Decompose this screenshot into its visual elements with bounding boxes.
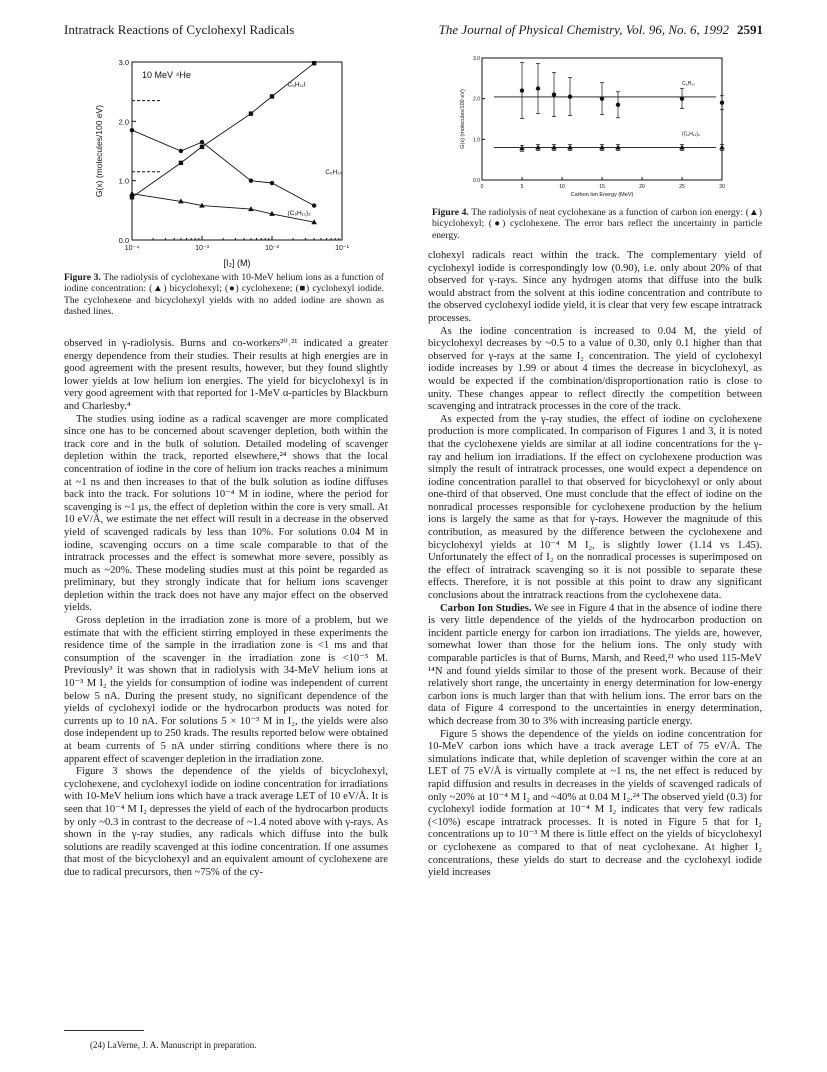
data-point [312, 61, 316, 65]
right-paragraph-3: As expected from the γ-ray studies, the effect of iodine on cyclohexene production is more complicated. In comparison of Figures 1 and 3, it is noted that the cyclohexene yields are similar at all iodine concentrations for the γ-ray and helium ion irradiations. If the effect on cyclohexene production was simply the result of intratrack processes, one would expect a dependence on iodine concentration parallel to that observed for bicyclohexyl or only about one-third of that observed. One must conclude that the effect of iodine on the nonradical processes responsible for cyclohexene production by the helium ions is largely the same as that for γ-rays. However the magnitude of this contribution, as measured by the difference between the cyclohexene and bicyclohexyl yields at 10⁻⁴ M I₂, is slightly lower (1.14 vs 1.45). Unfortunately the effect of I₂ on the nonradical processes is superimposed on the effect of intratrack scavenging so it is not possible to separate these effects. Therefore, it is not possible at this point to draw any significant conclusions about the intratrack reactions from the cyclohexene data. [428, 413, 762, 602]
y-tick-label: 0.0 [473, 178, 480, 184]
data-point [520, 88, 524, 92]
y-tick-label: 1.0 [118, 176, 129, 186]
data-point [720, 101, 724, 105]
data-point [551, 144, 557, 149]
right-paragraph-4 [428, 603, 762, 729]
x-tick-label: 10⁻¹ [335, 245, 349, 252]
figure-4-chart [440, 52, 740, 202]
carbon-ion-heading: Carbon Ion Studies. [440, 602, 532, 614]
left-paragraph-3: Gross depletion in the irradiation zone is more of a problem, but we estimate that with the efficient stirring employed in these experiments the residence time of the sample in the irradiation zone is <1 ms and that consumption of the scavenger in the irradiation zone is <10⁻⁵ M. Previously³ it was shown that in radiolysis with 34-MeV helium ions at 10⁻³ M I₂ the yields for consumption of iodine was independent of current below 5 nA. During the present study, no significant dependence of the yields of cyclohexyl iodide or the hydrocarbon products was noted for currents up to 10 nA. For solutions 5 × 10⁻³ M in I₂, the yields were also dose independent up to 250 krads. The results reported below were obtained at beam currents of 5 nA under stirring conditions where there is no apparent effect of scavenger depletion in the irradiation zone. [64, 615, 388, 765]
x-tick-label: 25 [679, 184, 685, 190]
data-point [270, 181, 274, 185]
series-curve [132, 130, 314, 205]
data-point [719, 144, 725, 149]
series-label: (C₆H₁₁)₂ [287, 209, 311, 217]
data-point [249, 111, 253, 115]
x-tick-label: 10⁻⁴ [124, 245, 140, 252]
x-tick-label: 5 [520, 184, 524, 190]
figure-4-caption [432, 207, 762, 241]
data-point [599, 144, 605, 149]
x-tick-label: 15 [599, 184, 605, 190]
figure-3-caption-text: The radiolysis of cyclohexane with 10-MeV helium ions as a function of iodine concentration: (▲) bicyclohexyl; (●) cyclohexene; (■) cyclohexyl iodide. The cyclohexene and bicyclohexyl yields with no added iodine are shown as dashed lines. [64, 272, 384, 318]
data-point [130, 128, 134, 132]
series-label: C₆H₁₀ [682, 80, 696, 87]
x-tick-label: 10⁻³ [195, 245, 209, 252]
y-tick-label: 2.0 [473, 96, 480, 103]
right-column [428, 250, 762, 880]
data-point [270, 94, 274, 98]
data-point [179, 149, 183, 153]
x-tick-label: 30 [719, 184, 725, 190]
y-tick-label: 1.0 [473, 137, 480, 144]
data-point [312, 203, 316, 207]
data-point [680, 96, 684, 100]
figure-3-annotation: 10 MeV ⁴He [142, 70, 191, 80]
series-label: (C₆H₁₁)₂ [682, 131, 700, 138]
figure-3-chart [70, 52, 370, 272]
right-paragraph-5: Figure 5 shows the dependence of the yields on iodine concentration for 10-MeV carbon ions which have a track average LET of 75 eV/Å. The simulations indicate that, while depletion of scavenger within the core at an LET of 75 eV/Å is virtually complete at ~1 ns, the net effect is reduced by rapid diffusion and results in decreases in the yields of scavenged radicals of only ~20% at 10⁻⁴ M I₂ and ~40% at 0.04 M I₂.²⁴ The observed yield (0.3) for cyclohexyl iodide formation at 10⁻⁴ M I₂ indicates that very few radicals (<10%) escape intratrack processes. It is noted in Figure 5 that for I₂ concentrations up to 10⁻³ M there is little effect on the yields of bicyclohexyl or cyclohexene as compared to that of neat cyclohexane. At higher I₂ concentrations, these yields do start to decrease and the cyclohexyl iodide yield increases [428, 728, 762, 879]
left-column [64, 338, 388, 880]
figure-4-plot-frame [482, 58, 722, 180]
data-point [616, 103, 620, 107]
left-paragraph-2: The studies using iodine as a radical scavenger are more complicated since one has to be concerned about scavenger depletion, both within the track core and in the bulk of solution. Detailed modeling of scavenger depletion within the track, reported elsewhere,²⁴ shows that the local concentration of iodine in the core of helium ion tracks reaches a minimum at ~1 ns and then increases to that of the bulk solution as iodine diffuses back into the track. For solutions 10⁻⁴ M in iodine, where the period for scavenging is ~1 μs, the effect of depletion within the core is very small. At 10 eV/Å, we estimate the net effect will result in a decrease in the observed yield of scavenged radicals by less than 10%. For solutions 0.04 M in iodine, scavenging occurs on a time scale comparable to that of the intratrack processes and the effect is somewhat more severe, possibly as much as ~20%. These modeling studies must at this point be regarded as preliminary, but they strongly indicate that for helium ions scavenger depletion within the track does not have any major effect on the observed yields. [64, 413, 388, 614]
x-tick-label: 20 [639, 184, 645, 190]
y-axis-label: G(x) (molecules/100 eV) [460, 89, 466, 149]
x-tick-label: 0 [480, 184, 484, 190]
journal-header [439, 22, 763, 38]
data-point [200, 145, 204, 149]
figure-3-caption-label: Figure 3. [64, 272, 101, 283]
data-point [679, 144, 685, 149]
footnote-rule [64, 1030, 144, 1031]
journal-citation: The Journal of Physical Chemistry, Vol. 96, No. 6, 1992 [438, 22, 729, 37]
figure-4-caption-text: The radiolysis of neat cyclohexane as a function of carbon ion energy: (▲) bicyclohexyl; (●) cyclohexene. The error bars reflect the uncertainty in particle energy. [432, 207, 762, 241]
y-tick-label: 2.0 [118, 117, 129, 127]
figure-4-caption-label: Figure 4. [432, 207, 469, 218]
x-tick-label: 10⁻² [265, 245, 279, 252]
footnote: (24) LaVerne, J. A. Manuscript in preparation. [90, 1040, 257, 1050]
data-point [536, 86, 540, 90]
right-paragraph-1: clohexyl radicals react within the track. The complementary yield of cyclohexyl iodide is correspondingly low (0.90), i.e. only about 20% of that observed for γ-rays. Since any hydrogen atoms that diffuse into the bulk would abstract from the solvent at this iodine concentration and contribute to the observed cyclohexyl iodide yield, it is clear that very few escape intratrack processes. [428, 250, 762, 324]
y-tick-label: 0.0 [118, 236, 129, 245]
data-point [615, 144, 621, 149]
left-paragraph-4: Figure 3 shows the dependence of the yields of bicyclohexyl, cyclohexene, and cyclohexyl iodide on iodine concentration for irradiations with 10-MeV helium ions which have a track average LET of 10 eV/Å. It is seen that 10⁻⁴ M I₂ depresses the yield of each of the hydrocarbon products by only ~0.3 in contrast to the decrease of ~1.4 noted above with γ-rays. As shown in the γ-ray studies, any radicals which diffuse into the bulk solutions are readily scavenged at this iodine concentration. If one assumes that most of the bicyclohexyl and an equivalent amount of cyclohexene are due to radical precursors, then ~75% of the cy- [64, 766, 388, 878]
left-paragraph-1: observed in γ-radiolysis. Burns and co-workers²⁰˒²¹ indicated a greater energy dependence from their studies. Their results at high energies are in good agreement with the present results, however, but they found slightly lower yields at low helium ion energies. The yield for bicyclohexyl is in very good agreement with that reported for 1-MeV α-particles by Blackburn and Charlesby.⁴ [64, 338, 388, 412]
data-point [200, 140, 204, 144]
y-tick-label: 3.0 [473, 56, 480, 62]
data-point [600, 96, 604, 100]
data-point [568, 94, 572, 98]
data-point [179, 161, 183, 165]
figure-3-caption [64, 272, 384, 318]
y-tick-label: 3.0 [118, 58, 129, 67]
y-axis-label: G(x) (molecules/100 eV) [94, 104, 104, 198]
data-point [129, 191, 135, 196]
x-tick-label: 10 [559, 184, 565, 190]
carbon-ion-text: We see in Figure 4 that in the absence of iodine there is very little dependence of the yields of the hydrocarbon production on incident particle energy for carbon ion irradiations. The yields are, however, somewhat lower than those for the helium ions. The only study with comparable particles is that of Burns, Marsh, and Reed,²¹ who used 115-MeV ¹⁴N and found yields similar to those of the present work. Because of their relatively short range, the uncertainty in energy determination for low-energy carbon ions is much larger than that with helium ions. The error bars on the data of Figure 4 correspond to the uncertainties in energy determination, which decrease from 30 to 3% with increasing particle energy. [428, 602, 762, 727]
data-point [567, 144, 573, 149]
data-point [130, 195, 134, 199]
x-axis-label: [I₂] (M) [223, 258, 251, 268]
running-title: Intratrack Reactions of Cyclohexyl Radicals [64, 22, 295, 37]
data-point [535, 144, 541, 149]
right-paragraph-2: As the iodine concentration is increased to 0.04 M, the yield of bicyclohexyl decreases by ~0.5 to a value of 0.30, only 0.1 higher than that observed for γ-rays at the same I₂ concentration. The yield of cyclohexyl iodide increases by 1.99 or about 4 times the decrease in bicyclohexyl, as would be expected if the combination/disproportionation ratio is close to unity. These changes appear to reflect directly the competition between scavenging and intratrack processes in the core of the track. [428, 325, 762, 413]
data-point [552, 92, 556, 96]
series-label: C₆H₁₁I [287, 81, 306, 89]
x-axis-label: Carbon Ion Energy (MeV) [570, 192, 634, 198]
series-curve [132, 194, 314, 223]
page-number: 2591 [737, 22, 763, 37]
series-label: C₆H₁₀ [325, 168, 343, 176]
data-point [249, 178, 253, 182]
